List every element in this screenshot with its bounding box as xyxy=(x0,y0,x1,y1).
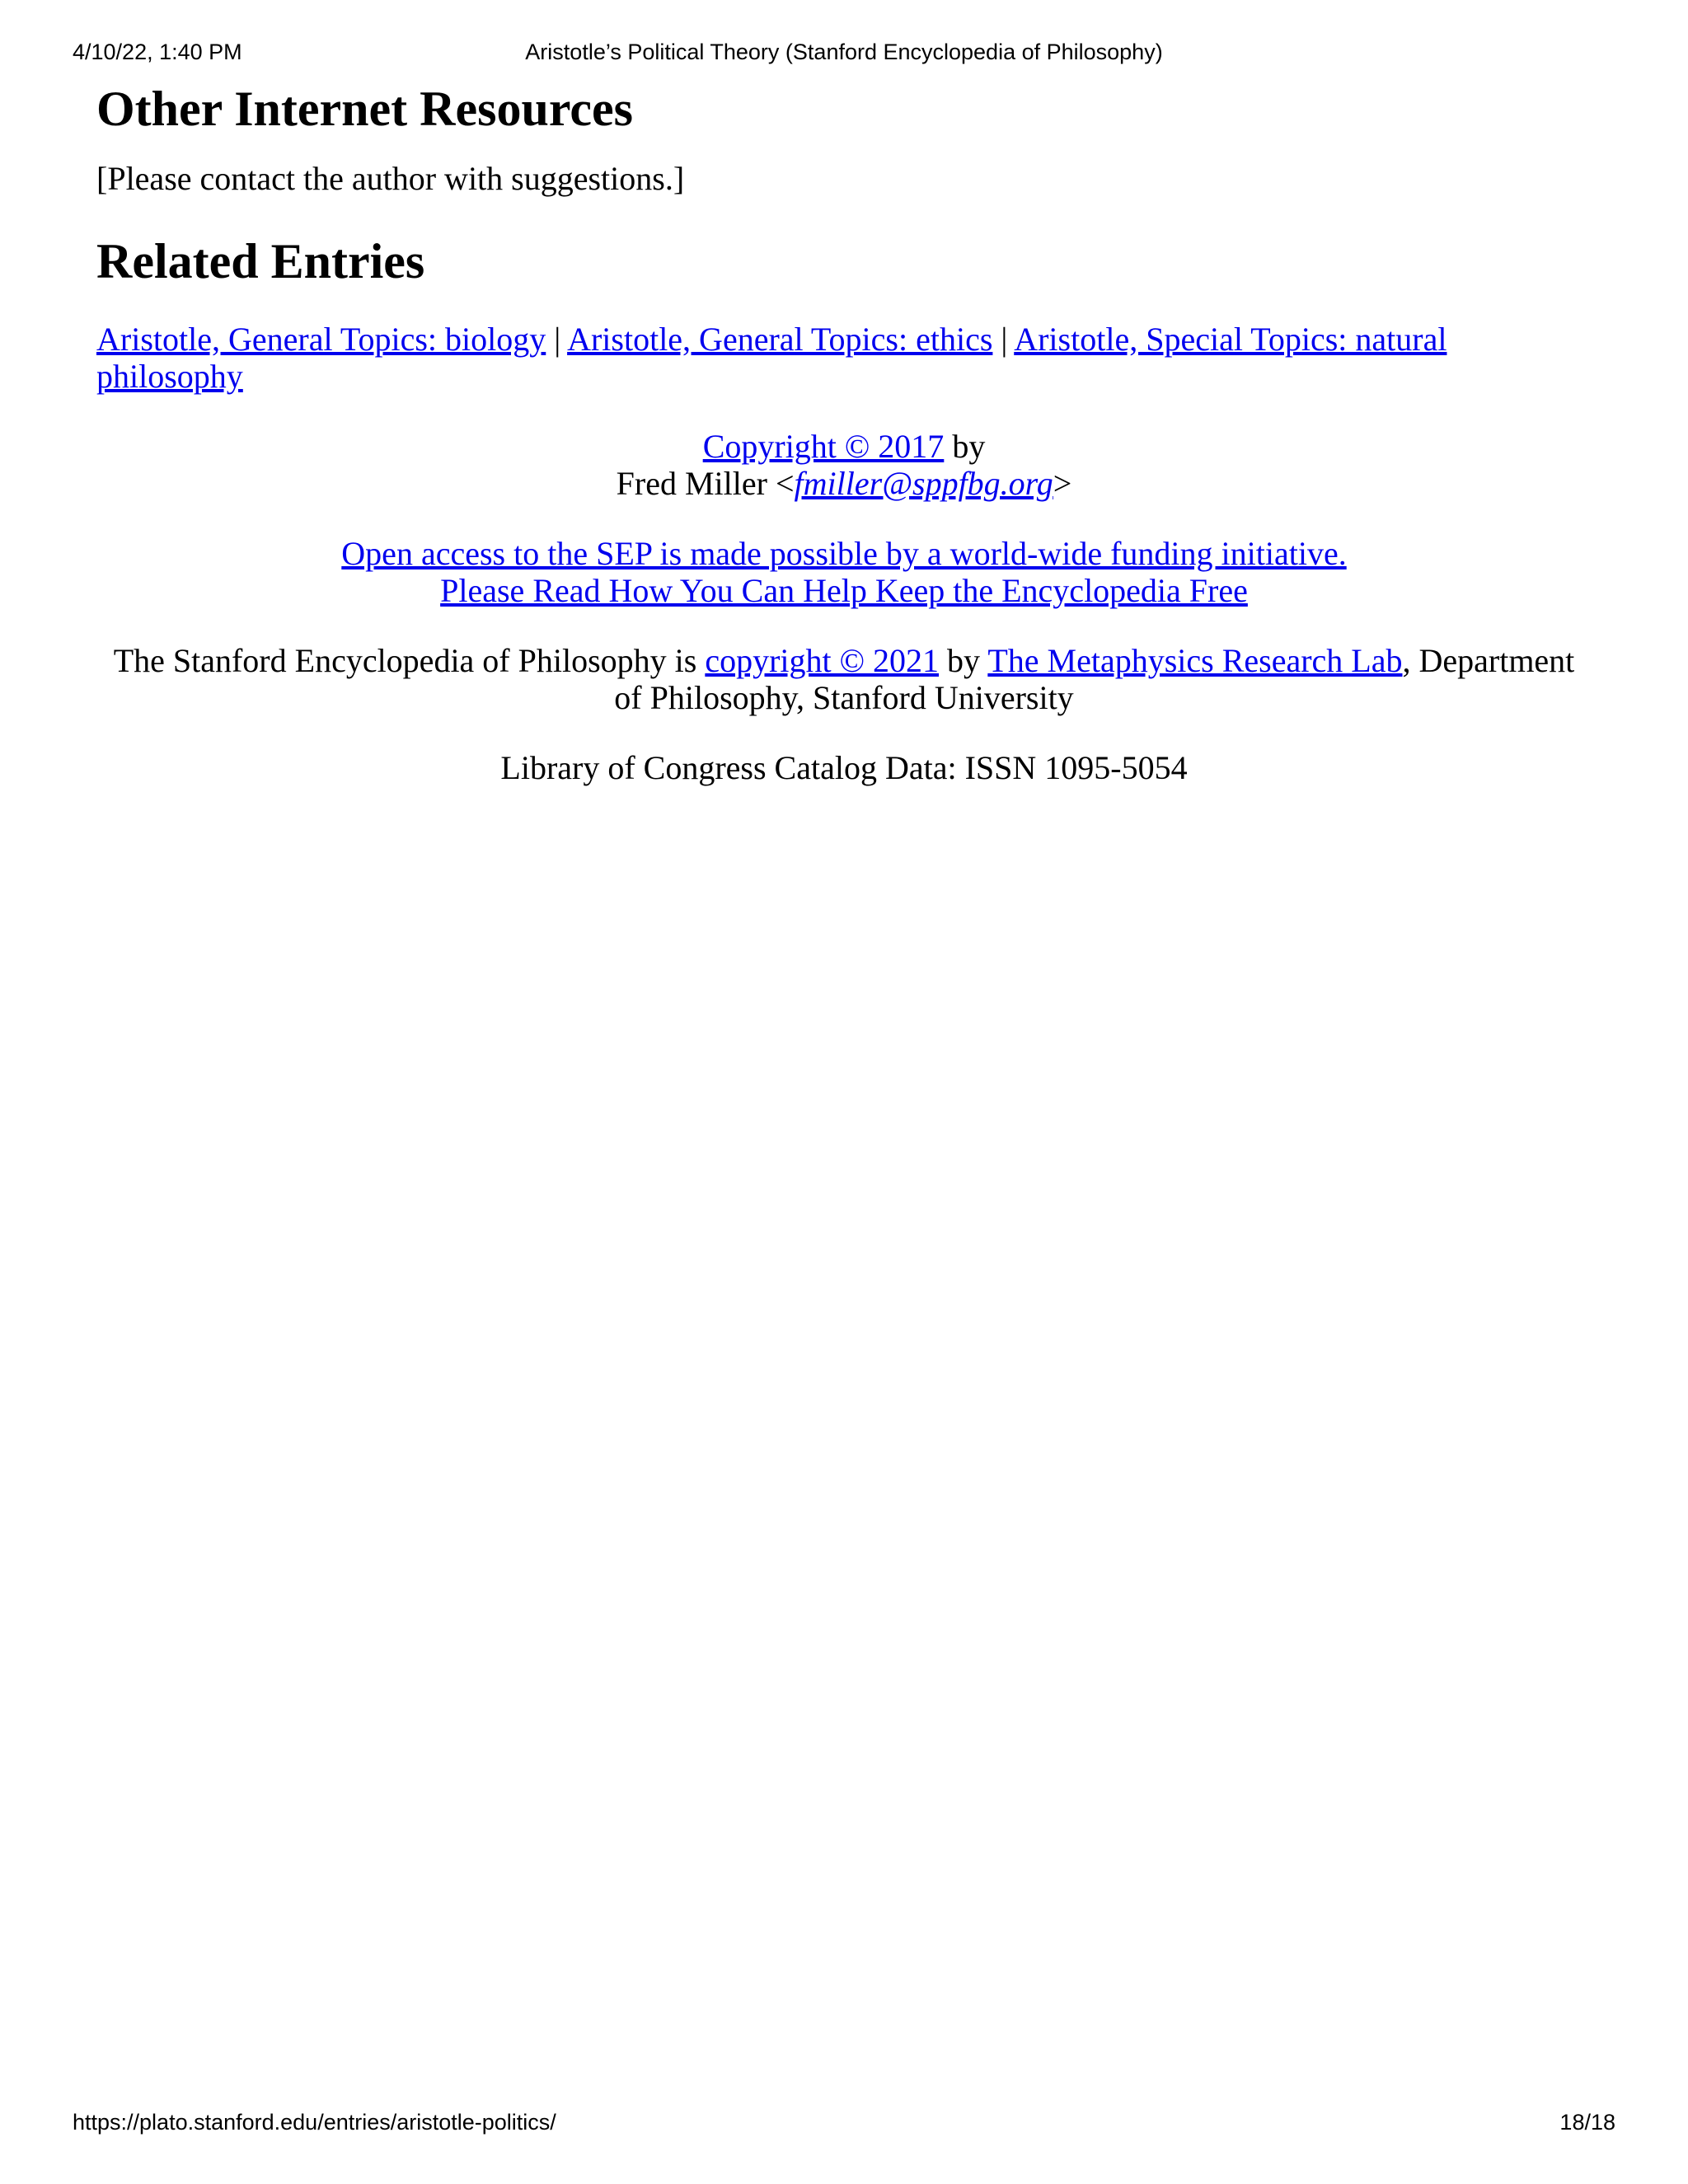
author-name: Fred Miller xyxy=(616,465,767,502)
print-url: https://plato.stanford.edu/entries/aristotle-politics/ xyxy=(73,2110,556,2135)
related-entry-link-biology[interactable]: Aristotle, General Topics: biology xyxy=(96,321,546,358)
sep-copyright-prefix: The Stanford Encyclopedia of Philosophy is xyxy=(113,642,697,679)
open-access-link[interactable]: Open access to the SEP is made possible by a world-wide funding initiative. xyxy=(341,535,1347,572)
metaphysics-research-lab-link[interactable]: The Metaphysics Research Lab xyxy=(987,642,1403,679)
related-entry-link-natural-philosophy[interactable]: Aristotle, Special Topics: natural philosophy xyxy=(96,321,1447,395)
print-footer xyxy=(73,2110,1615,2138)
email-open-bracket: < xyxy=(775,465,795,502)
related-entries-list xyxy=(96,321,1592,395)
other-internet-resources-heading: Other Internet Resources xyxy=(96,82,633,136)
sep-copyright-link[interactable]: copyright © 2021 xyxy=(705,642,940,679)
entry-copyright-link[interactable]: Copyright © 2017 xyxy=(702,428,945,465)
open-access-notice xyxy=(96,535,1592,609)
related-entry-link-ethics[interactable]: Aristotle, General Topics: ethics xyxy=(567,321,993,358)
print-page-number: 18/18 xyxy=(1559,2110,1615,2135)
entry-copyright xyxy=(96,428,1592,502)
sep-copyright-suffix: , Department of Philosophy, Stanford University xyxy=(614,642,1575,716)
help-keep-free-link[interactable]: Please Read How You Can Help Keep the Encyclopedia Free xyxy=(440,572,1248,609)
related-entry-separator: | xyxy=(1001,321,1008,358)
print-page-title: Aristotle’s Political Theory (Stanford Encyclopedia of Philosophy) xyxy=(525,40,1163,64)
sep-copyright-notice xyxy=(96,642,1592,716)
library-of-congress-catalog: Library of Congress Catalog Data: ISSN 1095-5054 xyxy=(500,749,1188,786)
sep-copyright-by: by xyxy=(947,642,981,679)
related-entries-heading: Related Entries xyxy=(96,234,425,288)
author-email-link[interactable]: fmiller@sppfbg.org xyxy=(794,465,1053,502)
print-datetime: 4/10/22, 1:40 PM xyxy=(73,40,242,64)
other-internet-resources-text: [Please contact the author with suggestions.] xyxy=(96,160,685,197)
print-header xyxy=(73,40,1615,68)
email-close-bracket: > xyxy=(1053,465,1072,502)
entry-content xyxy=(96,71,1592,786)
related-entry-separator: | xyxy=(554,321,561,358)
entry-copyright-by: by xyxy=(952,428,986,465)
